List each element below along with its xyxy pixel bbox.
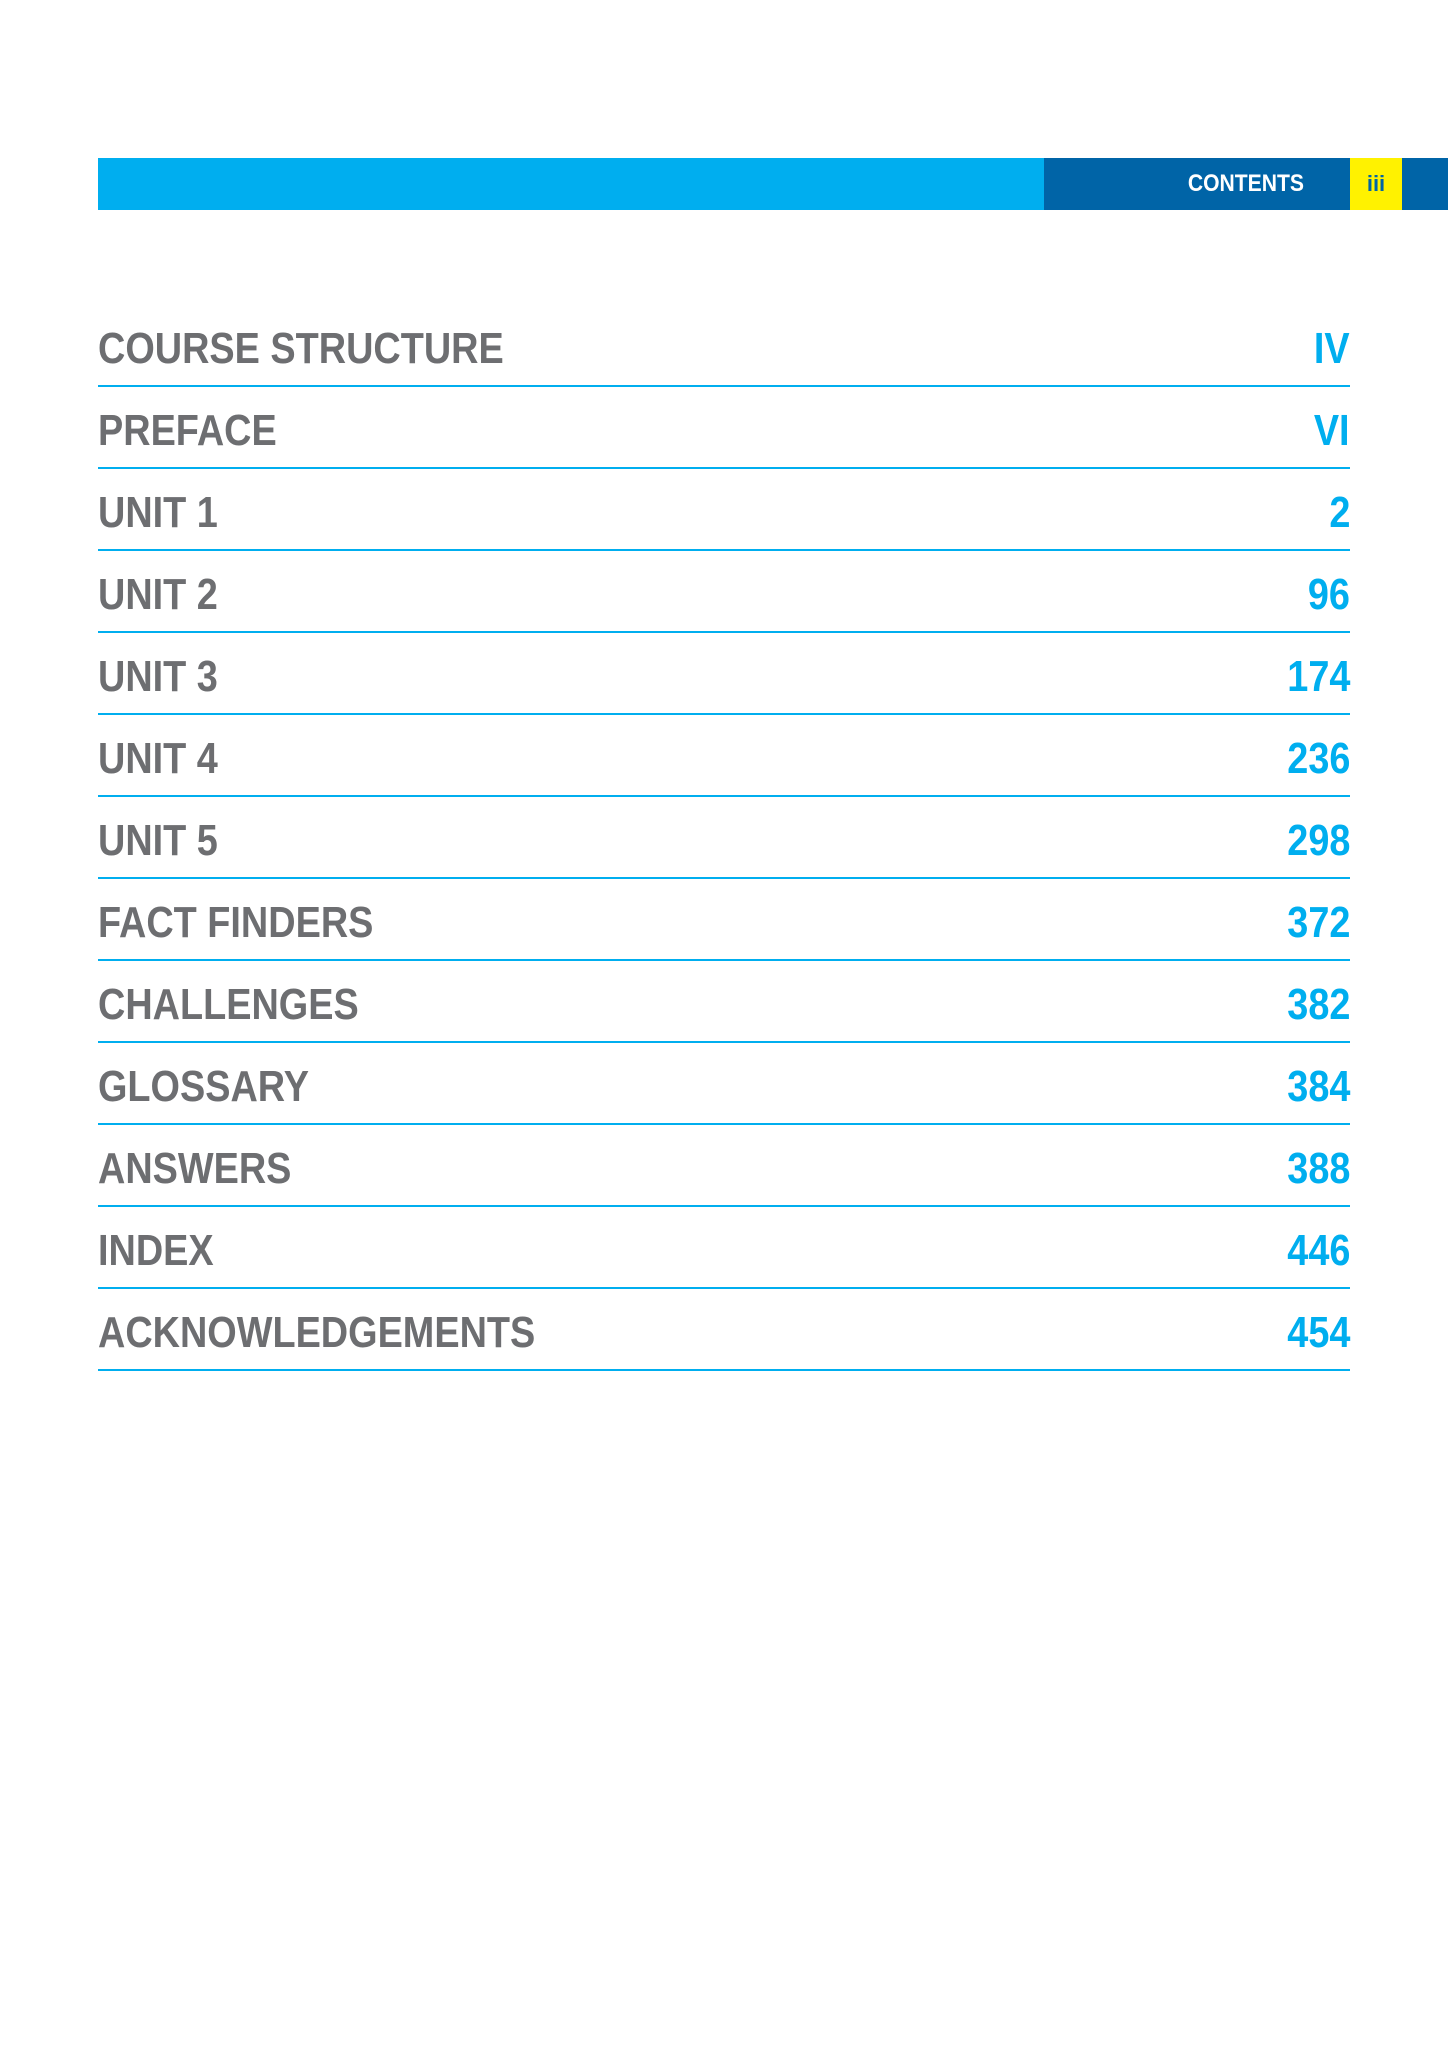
toc-entry-unit-2[interactable]	[98, 553, 1350, 633]
toc-entry-unit-4[interactable]	[98, 717, 1350, 797]
toc-entry-title: UNIT 5	[98, 816, 218, 865]
toc-entry-page: 236	[1286, 734, 1350, 783]
header-band-dark	[1044, 158, 1350, 210]
table-of-contents	[98, 307, 1350, 1371]
toc-entry-course-structure[interactable]	[98, 307, 1350, 387]
toc-entry-title: ANSWERS	[98, 1144, 292, 1193]
toc-entry-page: 446	[1286, 1226, 1350, 1275]
toc-entry-title: COURSE STRUCTURE	[98, 324, 504, 373]
toc-entry-title: UNIT 3	[98, 652, 218, 701]
toc-entry-unit-5[interactable]	[98, 799, 1350, 879]
section-label: CONTENTS	[1187, 170, 1304, 197]
toc-entry-index[interactable]	[98, 1209, 1350, 1289]
toc-entry-page: VI	[1314, 406, 1350, 455]
page-number: iii	[1350, 158, 1402, 210]
toc-entry-title: GLOSSARY	[98, 1062, 309, 1111]
toc-entry-acknowledgements[interactable]	[98, 1291, 1350, 1371]
toc-entry-title: FACT FINDERS	[98, 898, 374, 947]
toc-entry-page: 96	[1307, 570, 1350, 619]
toc-entry-title: UNIT 1	[98, 488, 218, 537]
toc-entry-page: 298	[1286, 816, 1350, 865]
toc-entry-page: 384	[1286, 1062, 1350, 1111]
toc-entry-page: 372	[1286, 898, 1350, 947]
toc-entry-page: 388	[1286, 1144, 1350, 1193]
toc-entry-page: 174	[1286, 652, 1350, 701]
toc-entry-title: ACKNOWLEDGEMENTS	[98, 1308, 536, 1357]
toc-entry-challenges[interactable]	[98, 963, 1350, 1043]
toc-entry-glossary[interactable]	[98, 1045, 1350, 1125]
toc-entry-page: 382	[1286, 980, 1350, 1029]
header-band-light	[98, 158, 1044, 210]
toc-entry-page: IV	[1314, 324, 1350, 373]
header-band	[98, 158, 1448, 210]
toc-entry-title: PREFACE	[98, 406, 277, 455]
header-band-end	[1402, 158, 1448, 210]
toc-entry-page: 454	[1286, 1308, 1350, 1357]
toc-entry-unit-1[interactable]	[98, 471, 1350, 551]
toc-entry-preface[interactable]	[98, 389, 1350, 469]
toc-entry-title: CHALLENGES	[98, 980, 359, 1029]
toc-entry-unit-3[interactable]	[98, 635, 1350, 715]
toc-entry-page: 2	[1328, 488, 1350, 537]
toc-entry-title: INDEX	[98, 1226, 214, 1275]
toc-entry-answers[interactable]	[98, 1127, 1350, 1207]
toc-entry-title: UNIT 4	[98, 734, 218, 783]
toc-entry-fact-finders[interactable]	[98, 881, 1350, 961]
toc-entry-title: UNIT 2	[98, 570, 218, 619]
